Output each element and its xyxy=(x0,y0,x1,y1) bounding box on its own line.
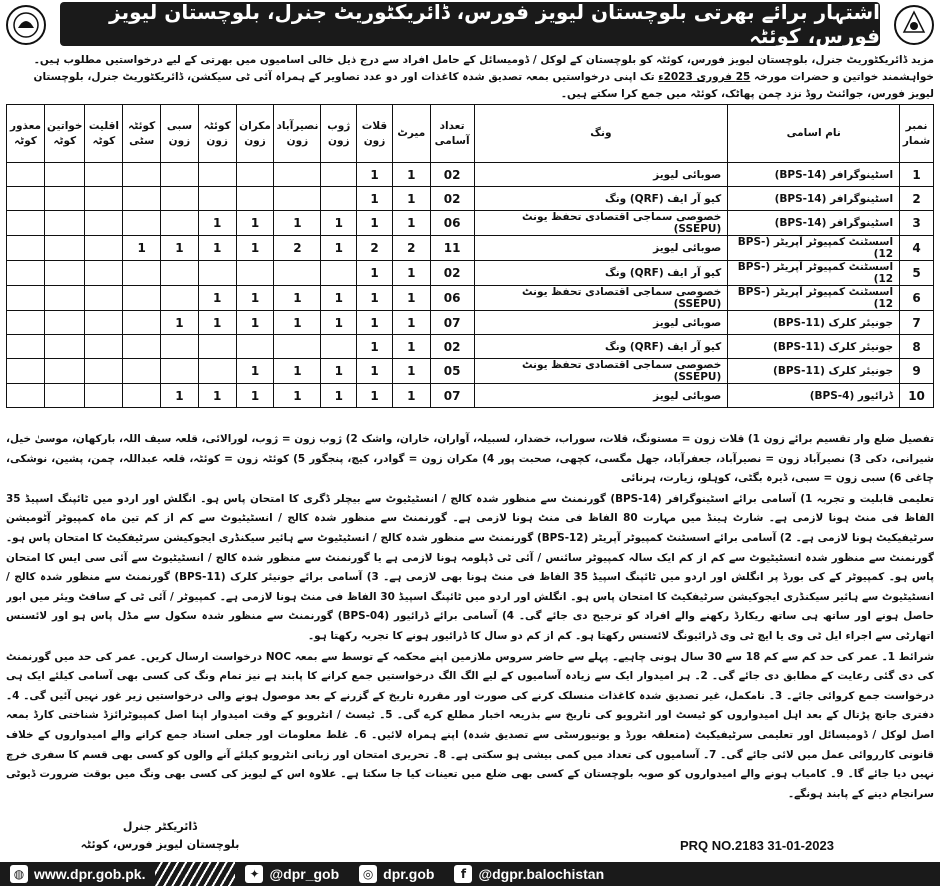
cell-zhob: 1 xyxy=(321,359,357,384)
column-header: تعداد آسامی xyxy=(430,105,474,163)
conditions-paragraph: شرائط 1۔ عمر کی حد کم سے کم 18 سے 30 سال ہونی چاہیے۔ پہلے سے حاضر سروس ملازمین اپنے محکمہ کے توسط سے بمعہ NOC درخواست ارسال کریں۔ عمر کی حد میں گورنمنٹ کی دی گئی رعایت کے مطابق دی جائے گی۔ 2۔ ہر امیدوار ایک سے زیادہ آسامیوں کے لیے الگ الگ درخواستیں جمع کرانے کا پابند ہے نیز تمام ونگ کی کسی بھی آسامی کیلئے ایک ہی درخواست جمع کروائی جائے۔ 3۔ نامکمل، غیر تصدیق شدہ کاغذات منسلک کرنے کی صورت اور مقررہ تاریخ کے گزرنے کے بعد موصول ہونے والی درخواستیں زیر غور نہیں آئیں گی۔ 4۔ دفتری جانچ پڑتال کے بعد اہل امیدواروں کو ٹیسٹ اور انٹرویو کی تاریخ سے بذریعہ اخبار مطلع کرے گی۔ 5۔ ٹیسٹ / انٹرویو کے وقت امیدوار اپنا اصل کمپیوٹرائزڈ شناختی کارڈ بمعہ اصل لوکل / ڈومیسائل اور تعلیمی سرٹیفیکیٹ (متعلقہ بورڈ و یونیورسٹی سے تصدیق شدہ) اپنے ہمراہ لائیں۔ 6۔ غلط معلومات اور جعلی اسناد جمع کرانے والے امیدواروں کے خلاف قانونی کارروائی عمل میں لائی جائے گی۔ 7۔ آسامیوں کی تعداد میں کمی بیشی ہو سکتی ہے۔ 8۔ تحریری امتحان اور زبانی انٹرویو کیلئے آنے والوں کو کسی بھی قسم کا سفری خرچ نہیں دیا جائے گا۔ 9۔ کامیاب ہونے والے امیدواروں کو صوبہ بلوچستان کے کسی بھی ضلع میں تعینات کیا جا سکتا ہے۔ علاوہ اس کے لیویز کی کسی بھی ونگ میں بوقت ضرورت ڈیوٹی سرانجام دینے کے پابند ہونگے۔ xyxy=(6,650,934,800)
cell-zhob: 1 xyxy=(321,311,357,335)
cell-women xyxy=(45,187,85,211)
globe-icon: ◍ xyxy=(10,865,28,883)
cell-quetta xyxy=(198,359,236,384)
cell-zhob xyxy=(321,163,357,187)
cell-women xyxy=(45,359,85,384)
cell-qalat: 1 xyxy=(357,311,393,335)
cell-qalat: 1 xyxy=(357,384,393,408)
cell-makran xyxy=(236,261,274,286)
cell-minority xyxy=(85,335,123,359)
cell-sibi: 1 xyxy=(161,311,199,335)
cell-count: 02 xyxy=(430,187,474,211)
column-header: قلات زون xyxy=(357,105,393,163)
cell-count: 11 xyxy=(430,236,474,261)
facebook-label: @dgpr.balochistan xyxy=(478,866,605,882)
cell-disabled xyxy=(7,311,45,335)
intro-line-1: مزید ڈائریکٹوریٹ جنرل، بلوچستان لیویز فورس، کوئٹہ کو بلوچستان کے لوکل / ڈومیسائل کے حامل افراد سے درج ذیل خالی اسامیوں میں بھرتی کے لیے درخواستیں مطلوب ہیں۔ خواہشمند خواتین و حضرات مورخہ xyxy=(33,54,934,83)
cell-quetta xyxy=(198,261,236,286)
cell-women xyxy=(45,286,85,311)
cell-zhob xyxy=(321,187,357,211)
cell-city xyxy=(123,261,161,286)
cell-post: اسٹینوگرافر (BPS-14) xyxy=(728,211,900,236)
cell-nasirabad xyxy=(274,335,321,359)
cell-post: اسسٹنٹ کمپیوٹر آپریٹر (BPS-12) xyxy=(728,236,900,261)
table-row xyxy=(7,311,934,335)
cell-quetta: 1 xyxy=(198,211,236,236)
cell-nasirabad xyxy=(274,187,321,211)
cell-sibi xyxy=(161,335,199,359)
cell-women xyxy=(45,384,85,408)
cell-women xyxy=(45,335,85,359)
footer-website[interactable] xyxy=(0,862,155,886)
cell-qalat: 1 xyxy=(357,163,393,187)
cell-merit: 1 xyxy=(392,261,430,286)
cell-qalat: 1 xyxy=(357,261,393,286)
cell-disabled xyxy=(7,236,45,261)
cell-wing: کیو آر ایف (QRF) ونگ xyxy=(474,335,728,359)
cell-makran: 1 xyxy=(236,384,274,408)
column-header: مکران زون xyxy=(236,105,274,163)
cell-post: اسٹینوگرافر (BPS-14) xyxy=(728,187,900,211)
cell-no: 6 xyxy=(900,286,934,311)
cell-city xyxy=(123,187,161,211)
cell-sibi xyxy=(161,163,199,187)
website-label: www.dpr.gob.pk. xyxy=(34,866,146,882)
instagram-icon: ◎ xyxy=(359,865,377,883)
facebook-icon: f xyxy=(454,865,472,883)
cell-wing: صوبائی لیویز xyxy=(474,311,728,335)
cell-merit: 1 xyxy=(392,163,430,187)
cell-makran xyxy=(236,187,274,211)
cell-minority xyxy=(85,236,123,261)
table-row xyxy=(7,335,934,359)
cell-wing: صوبائی لیویز xyxy=(474,384,728,408)
footer-bar xyxy=(0,862,940,886)
table-row xyxy=(7,261,934,286)
signature-title: ڈائریکٹر جنرل xyxy=(122,820,198,833)
table-row xyxy=(7,187,934,211)
cell-zhob: 1 xyxy=(321,211,357,236)
cell-sibi: 1 xyxy=(161,236,199,261)
prq-number: PRQ NO.2183 31-01-2023 xyxy=(680,838,834,853)
instagram-label: dpr.gob xyxy=(383,866,435,882)
cell-zhob xyxy=(321,335,357,359)
cell-qalat: 1 xyxy=(357,187,393,211)
cell-city xyxy=(123,286,161,311)
cell-sibi xyxy=(161,187,199,211)
cell-no: 8 xyxy=(900,335,934,359)
cell-minority xyxy=(85,359,123,384)
intro-line-2: تک اپنی درخواستیں بمعہ تصدیق شدہ کاغذات اور دو عدد تصاویر کے ہمراہ آئی ٹی سیکشن، ڈائریکٹوریٹ جنرل، بلوچستان لیویز فورس، جوائنٹ روڈ نزد چمن پھاٹک، کوئٹہ میں جمع کرا سکتے ہیں۔ xyxy=(33,71,934,100)
cell-disabled xyxy=(7,286,45,311)
footer-instagram[interactable] xyxy=(349,862,444,886)
cell-no: 9 xyxy=(900,359,934,384)
cell-merit: 1 xyxy=(392,187,430,211)
cell-disabled xyxy=(7,163,45,187)
zones-paragraph: تفصیل ضلع وار تقسیم برائے زون 1) قلات زون = مستونگ، قلات، سوراب، خضدار، لسبیلہ، آواران، خاران، واشک 2) ژوب زون = ژوب، لورالائی، قلعہ سیف اللہ، بارکھان، موسیٰ خیل، شیرانی، دکی 3) نصیرآباد زون = نصیرآباد، جعفرآباد، جھل مگسی، کچھی، صحبت پور 4) مکران زون = گوادر، کیچ، پنجگور 5) کوئٹہ زون = کوئٹہ، قلعہ عبداللہ، چمن، پشین، نوشکی، چاغی 6) سبی زون = سبی، ڈیرہ بگٹی، کوہلو، زیارت، ہرنائی xyxy=(6,433,934,485)
twitter-icon: ✦ xyxy=(245,865,263,883)
balochistan-emblem-icon xyxy=(4,4,48,46)
cell-no: 4 xyxy=(900,236,934,261)
table-header-row xyxy=(7,105,934,163)
cell-count: 02 xyxy=(430,261,474,286)
cell-minority xyxy=(85,286,123,311)
footer-facebook[interactable] xyxy=(444,862,614,886)
cell-merit: 1 xyxy=(392,211,430,236)
cell-minority xyxy=(85,311,123,335)
cell-merit: 1 xyxy=(392,286,430,311)
signature-block xyxy=(60,818,260,858)
cell-no: 3 xyxy=(900,211,934,236)
cell-qalat: 1 xyxy=(357,211,393,236)
cell-wing: خصوصی سماجی اقتصادی تحفظ یونٹ (SSEPU) xyxy=(474,359,728,384)
cell-makran: 1 xyxy=(236,311,274,335)
cell-women xyxy=(45,236,85,261)
column-header: نام اسامی xyxy=(728,105,900,163)
cell-city xyxy=(123,211,161,236)
cell-minority xyxy=(85,384,123,408)
table-row xyxy=(7,163,934,187)
table-row xyxy=(7,211,934,236)
signature-office: بلوچستان لیویز فورس، کوئٹہ xyxy=(80,838,240,851)
cell-nasirabad: 1 xyxy=(274,311,321,335)
cell-women xyxy=(45,163,85,187)
page-title: اشتہار برائے بھرتی بلوچستان لیویز فورس، ڈائریکٹوریٹ جنرل، بلوچستان لیویز فورس، کوئٹہ xyxy=(60,2,880,46)
cell-merit: 1 xyxy=(392,384,430,408)
cell-city xyxy=(123,311,161,335)
cell-merit: 1 xyxy=(392,335,430,359)
cell-wing: کیو آر ایف (QRF) ونگ xyxy=(474,261,728,286)
column-header: میرٹ xyxy=(392,105,430,163)
cell-sibi xyxy=(161,359,199,384)
cell-count: 06 xyxy=(430,211,474,236)
cell-sibi: 1 xyxy=(161,384,199,408)
cell-no: 1 xyxy=(900,163,934,187)
cell-wing: کیو آر ایف (QRF) ونگ xyxy=(474,187,728,211)
cell-post: اسسٹنٹ کمپیوٹر آپریٹر (BPS-12) xyxy=(728,286,900,311)
cell-minority xyxy=(85,187,123,211)
cell-post: اسسٹنٹ کمپیوٹر آپریٹر (BPS-12) xyxy=(728,261,900,286)
cell-wing: خصوصی سماجی اقتصادی تحفظ یونٹ (SSEPU) xyxy=(474,211,728,236)
cell-disabled xyxy=(7,211,45,236)
cell-zhob: 1 xyxy=(321,236,357,261)
table-row xyxy=(7,236,934,261)
cell-minority xyxy=(85,163,123,187)
cell-quetta xyxy=(198,335,236,359)
header xyxy=(0,0,940,50)
cell-post: جونیئر کلرک (BPS-11) xyxy=(728,359,900,384)
education-paragraph: تعلیمی قابلیت و تجربہ 1) آسامی برائے اسٹینوگرافر (BPS-14) گورنمنٹ سے منظور شدہ کالج / انسٹیٹیوٹ سے بیچلر ڈگری کا امتحان پاس ہو۔ انگلش اور اردو میں ٹائپنگ اسپیڈ 35 الفاظ فی منٹ ہونا لازمی ہے۔ شارٹ ہینڈ میں مہارت 80 الفاظ فی منٹ ہونا لازمی ہے۔ گورنمنٹ سے منظور شدہ کالج / انسٹیٹیوٹ سے کم از کم تین ماہ کمپیوٹر آٹومیشن سرٹیفیکیٹ ہونا لازمی ہے۔ 2) آسامی برائے اسسٹنٹ کمپیوٹر آپریٹر (BPS-12) گورنمنٹ سے منظور شدہ کالج / انسٹیٹیوٹ سے ہائیر سیکنڈری ایجوکیشن سرٹیفکیٹ کا امتحان پاس ہو۔ گورنمنٹ سے منظور شدہ انسٹیٹیوٹ سے کم از کم ایک سالہ کمپیوٹر سائنس / آئی ٹی ڈپلومہ ہونا لازمی ہے یا گورنمنٹ سے منظور شدہ کالج / انسٹیٹیوٹ سے آئی سی ایس کا امتحان پاس ہو۔ کمپیوٹر کے کی بورڈ پر انگلش اور اردو میں ٹائپنگ اسپیڈ 35 الفاظ فی منٹ ہونا بھی لازمی ہے۔ 3) آسامی برائے جونیئر کلرک (BPS-11) گورنمنٹ سے منظور شدہ کالج / انسٹیٹیوٹ سے ہائیر سیکنڈری ایجوکیشن سرٹیفکیٹ کا امتحان پاس ہو۔ انگلش اور اردو میں ٹائپنگ اسپیڈ 30 الفاظ فی منٹ ہونا لازمی ہے۔ کمپیوٹر / آئی ٹی کے سافٹ ویئر میں ابور حاصل ہونے اور ساتھ ہی ساتھ ریکارڈ رکھنے والے افراد کو ترجیح دی جائے گی۔ 4) آسامی برائے ڈرائیور (BPS-04) گورنمنٹ سے منظور شدہ سکول سے مڈل پاس ہو اور لائسنس اتھارٹی سے اجراء ایل ٹی وی یا ایچ ٹی وی ڈرائیونگ لائسنس رکھتا ہو۔ کم از کم دو سال کا ڈرائیور ہونے کا تجربہ رکھتا ہو۔ xyxy=(6,492,934,642)
cell-city xyxy=(123,163,161,187)
cell-disabled xyxy=(7,384,45,408)
column-header: سبی زون xyxy=(161,105,199,163)
table-row xyxy=(7,359,934,384)
column-header: خواتین کوٹہ xyxy=(45,105,85,163)
cell-city: 1 xyxy=(123,236,161,261)
vacancies-table xyxy=(6,104,934,408)
cell-women xyxy=(45,211,85,236)
cell-zhob: 1 xyxy=(321,384,357,408)
cell-nasirabad: 1 xyxy=(274,211,321,236)
cell-disabled xyxy=(7,359,45,384)
twitter-label: @dpr_gob xyxy=(269,866,340,882)
cell-disabled xyxy=(7,335,45,359)
cell-minority xyxy=(85,211,123,236)
cell-qalat: 1 xyxy=(357,286,393,311)
cell-women xyxy=(45,311,85,335)
intro-paragraph xyxy=(6,52,934,104)
cell-makran xyxy=(236,163,274,187)
cell-post: اسٹینوگرافر (BPS-14) xyxy=(728,163,900,187)
column-header: کوئٹہ سٹی xyxy=(123,105,161,163)
cell-merit: 1 xyxy=(392,311,430,335)
cell-count: 06 xyxy=(430,286,474,311)
cell-quetta: 1 xyxy=(198,286,236,311)
cell-no: 2 xyxy=(900,187,934,211)
cell-no: 10 xyxy=(900,384,934,408)
cell-makran: 1 xyxy=(236,236,274,261)
cell-minority xyxy=(85,261,123,286)
cell-sibi xyxy=(161,286,199,311)
cell-count: 07 xyxy=(430,311,474,335)
cell-wing: خصوصی سماجی اقتصادی تحفظ یونٹ (SSEPU) xyxy=(474,286,728,311)
cell-no: 5 xyxy=(900,261,934,286)
cell-quetta: 1 xyxy=(198,311,236,335)
footer-divider xyxy=(155,862,235,886)
cell-quetta: 1 xyxy=(198,384,236,408)
cell-women xyxy=(45,261,85,286)
cell-quetta: 1 xyxy=(198,236,236,261)
column-header: ژوب زون xyxy=(321,105,357,163)
column-header: نمبر شمار xyxy=(900,105,934,163)
cell-city xyxy=(123,359,161,384)
levies-force-emblem-icon xyxy=(892,4,936,46)
cell-nasirabad: 1 xyxy=(274,359,321,384)
cell-post: ڈرائیور (BPS-4) xyxy=(728,384,900,408)
cell-nasirabad xyxy=(274,261,321,286)
cell-quetta xyxy=(198,163,236,187)
footer-twitter[interactable] xyxy=(235,862,349,886)
cell-sibi xyxy=(161,211,199,236)
cell-merit: 2 xyxy=(392,236,430,261)
cell-city xyxy=(123,335,161,359)
cell-count: 02 xyxy=(430,335,474,359)
cell-count: 02 xyxy=(430,163,474,187)
cell-makran xyxy=(236,335,274,359)
cell-quetta xyxy=(198,187,236,211)
cell-nasirabad: 1 xyxy=(274,286,321,311)
cell-wing: صوبائی لیویز xyxy=(474,236,728,261)
cell-sibi xyxy=(161,261,199,286)
cell-makran: 1 xyxy=(236,211,274,236)
vacancies-table-wrap xyxy=(6,104,934,408)
cell-nasirabad: 2 xyxy=(274,236,321,261)
details-section xyxy=(6,430,934,842)
cell-makran: 1 xyxy=(236,286,274,311)
cell-disabled xyxy=(7,261,45,286)
column-header: معذور کوٹہ xyxy=(7,105,45,163)
cell-nasirabad: 1 xyxy=(274,384,321,408)
cell-no: 7 xyxy=(900,311,934,335)
column-header: نصیرآباد زون xyxy=(274,105,321,163)
cell-city xyxy=(123,384,161,408)
deadline-date: 25 فروری 2023ء xyxy=(658,71,751,83)
cell-qalat: 2 xyxy=(357,236,393,261)
column-header: کوئٹہ زون xyxy=(198,105,236,163)
cell-qalat: 1 xyxy=(357,335,393,359)
cell-count: 07 xyxy=(430,384,474,408)
cell-zhob: 1 xyxy=(321,286,357,311)
cell-count: 05 xyxy=(430,359,474,384)
cell-wing: صوبائی لیویز xyxy=(474,163,728,187)
table-row xyxy=(7,384,934,408)
cell-zhob xyxy=(321,261,357,286)
cell-qalat: 1 xyxy=(357,359,393,384)
column-header: اقلیت کوٹہ xyxy=(85,105,123,163)
cell-merit: 1 xyxy=(392,359,430,384)
cell-nasirabad xyxy=(274,163,321,187)
cell-post: جونیئر کلرک (BPS-11) xyxy=(728,335,900,359)
cell-disabled xyxy=(7,187,45,211)
cell-post: جونیئر کلرک (BPS-11) xyxy=(728,311,900,335)
cell-makran: 1 xyxy=(236,359,274,384)
table-body xyxy=(7,163,934,408)
table-row xyxy=(7,286,934,311)
column-header: ونگ xyxy=(474,105,728,163)
